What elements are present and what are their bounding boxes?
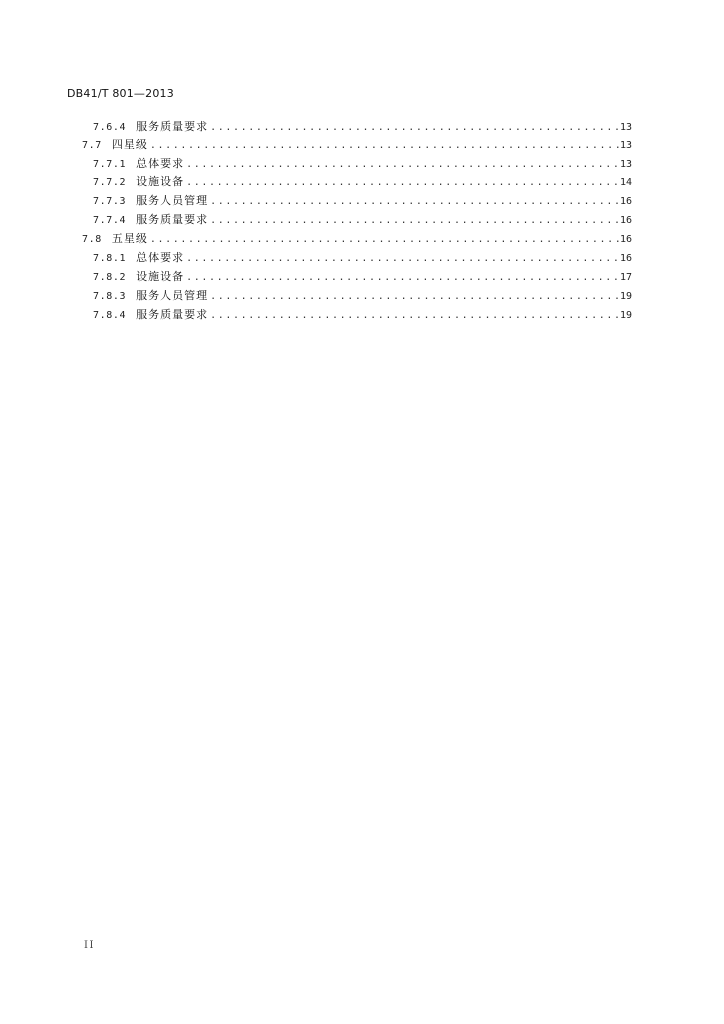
toc-entry-title: 四星级 [111, 138, 148, 151]
toc-entry[interactable] [93, 211, 632, 229]
toc-entry[interactable] [82, 230, 632, 248]
toc-entry-page: 16 [619, 196, 632, 207]
toc-dot-leader [184, 250, 620, 267]
toc-entry-title: 服务质量要求 [136, 308, 209, 321]
toc-entry[interactable] [93, 306, 632, 324]
toc-entry-title: 五星级 [111, 232, 148, 245]
toc-entry-number: 7.8.3 [93, 291, 127, 302]
toc-entry[interactable] [82, 136, 632, 154]
toc-entry-title: 总体要求 [136, 251, 185, 264]
toc-entry-number: 7.7 [82, 140, 102, 151]
toc-entry-number: 7.7.3 [93, 196, 127, 207]
toc-dot-leader [184, 156, 620, 173]
toc-entry-title: 服务人员管理 [136, 194, 209, 207]
toc-entry-page: 16 [619, 253, 632, 264]
toc-entry-title: 服务质量要求 [136, 120, 209, 133]
toc-entry-title: 服务质量要求 [136, 213, 209, 226]
toc-entry-page: 13 [619, 159, 632, 170]
toc-entry-number: 7.7.4 [93, 215, 127, 226]
toc-entry-page: 16 [619, 215, 632, 226]
toc-entry-number: 7.8.2 [93, 272, 127, 283]
toc-entry-title: 设施设备 [136, 175, 185, 188]
toc-dot-leader [208, 212, 620, 229]
toc-entry-number: 7.7.1 [93, 159, 127, 170]
toc-entry[interactable] [93, 118, 632, 136]
toc-entry-page: 16 [619, 234, 632, 245]
toc-entry[interactable] [93, 287, 632, 305]
toc-entry-page: 19 [619, 310, 632, 321]
toc-dot-leader [208, 307, 620, 324]
toc-entry-page: 19 [619, 291, 632, 302]
toc-dot-leader [184, 174, 620, 191]
toc-entry-title: 设施设备 [136, 270, 185, 283]
toc-entry-number: 7.6.4 [93, 122, 127, 133]
toc-entry-page: 13 [619, 122, 632, 133]
toc-entry-title: 服务人员管理 [136, 289, 209, 302]
toc-dot-leader [148, 137, 620, 154]
toc-entry-page: 17 [619, 272, 632, 283]
toc-entry-number: 7.8 [82, 234, 102, 245]
toc-dot-leader [208, 288, 620, 305]
toc-dot-leader [208, 119, 620, 136]
toc-dot-leader [148, 231, 620, 248]
toc-dot-leader [208, 193, 620, 210]
toc-entry-number: 7.8.1 [93, 253, 127, 264]
toc-entry[interactable] [93, 268, 632, 286]
page-number-footer: II [84, 940, 95, 951]
toc-entry[interactable] [93, 249, 632, 267]
document-header: DB41/T 801—2013 [67, 87, 174, 100]
toc-entry-number: 7.7.2 [93, 177, 127, 188]
toc-dot-leader [184, 269, 620, 286]
toc-entry[interactable] [93, 155, 632, 173]
toc-entry-title: 总体要求 [136, 157, 185, 170]
toc-entry[interactable] [93, 173, 632, 191]
toc-entry-number: 7.8.4 [93, 310, 127, 321]
toc-entry-page: 14 [619, 177, 632, 188]
toc-entry[interactable] [93, 192, 632, 210]
toc-entry-page: 13 [619, 140, 632, 151]
